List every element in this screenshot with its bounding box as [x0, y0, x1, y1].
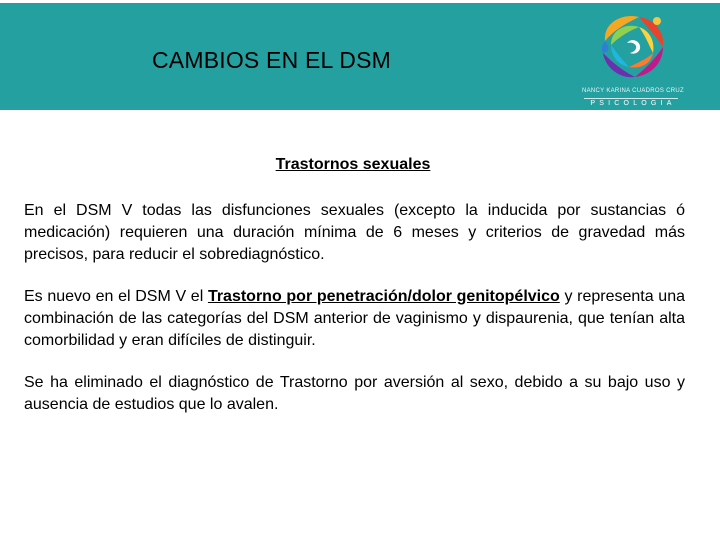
logo-name-text: NANCY KARINA CUADROS CRUZ: [581, 88, 685, 94]
paragraph-2-emphasis: Trastorno por penetración/dolor genitopélvico: [207, 288, 560, 305]
paragraph-2: [24, 286, 685, 352]
logo-subtitle: PSICOLOGIA: [590, 100, 676, 107]
paragraph-1: En el DSM V todas las disfunciones sexuales (excepto la inducida por sustancias ó medicación) requieren una duración mínima de 6 meses y criterios de gravedad más precisos, para reducir el sobrediagnóstico.: [24, 202, 685, 263]
paragraph-2-after: y representa una combinación de las categorías del DSM anterior de vaginismo y dispaurenia, que tenían alta comorbilidad y eran difíciles de distinguir.: [24, 288, 685, 349]
logo-divider: [584, 98, 678, 99]
section-title-text: Trastornos sexuales: [275, 156, 431, 173]
paragraph-3: Se ha eliminado el diagnóstico de Trastorno por aversión al sexo, debido a su bajo uso y ausencia de estudios que lo avalen.: [24, 374, 685, 413]
slide-title: CAMBIOS EN EL DSM: [152, 47, 391, 73]
header-banner: [0, 3, 720, 110]
paragraph-2-before: Es nuevo en el DSM V el: [24, 288, 208, 305]
section-title: [0, 156, 710, 174]
psychology-logo: [580, 11, 686, 111]
colorful-swirl-logo-icon: [580, 11, 686, 87]
